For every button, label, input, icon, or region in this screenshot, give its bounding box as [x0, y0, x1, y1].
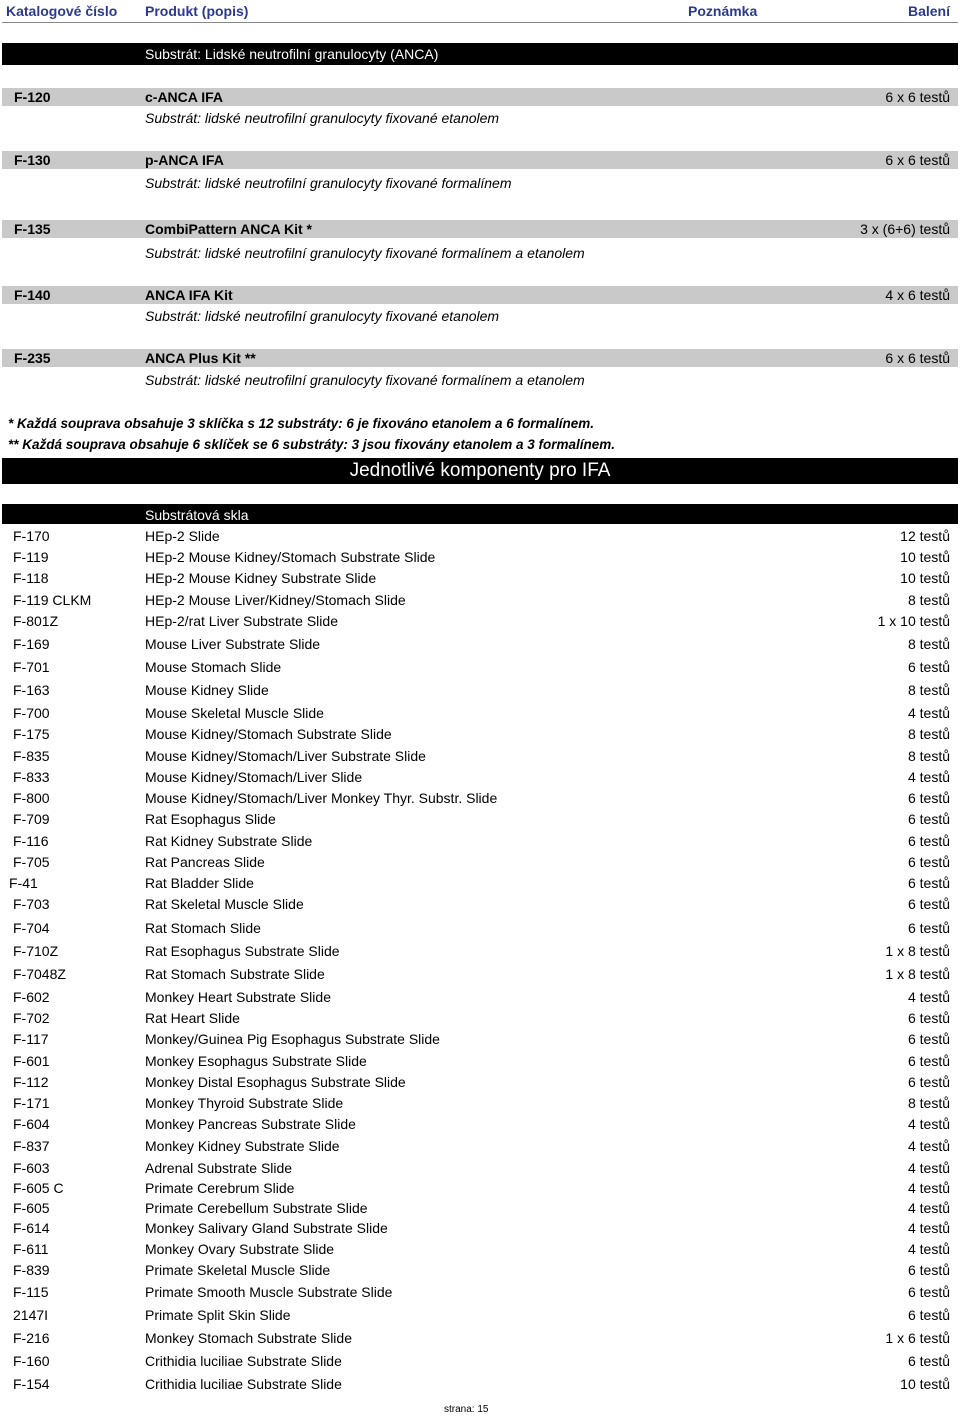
- component-code: F-704: [13, 920, 50, 936]
- component-code: F-800: [13, 790, 50, 806]
- component-pack: 6 testů: [907, 1031, 950, 1047]
- component-name: Monkey Pancreas Substrate Slide: [145, 1116, 356, 1132]
- component-code: F-154: [13, 1376, 50, 1392]
- component-row: [0, 1031, 960, 1051]
- product-code: F-135: [14, 221, 51, 237]
- component-pack: 8 testů: [907, 636, 950, 652]
- component-name: Rat Stomach Slide: [145, 920, 261, 936]
- component-name: Crithidia luciliae Substrate Slide: [145, 1353, 342, 1369]
- component-row: [0, 875, 960, 895]
- component-pack: 4 testů: [907, 1200, 950, 1216]
- component-row: [0, 1330, 960, 1350]
- component-row: [0, 1284, 960, 1304]
- component-code: F-709: [13, 811, 50, 827]
- component-row: [0, 1160, 960, 1180]
- component-code: F-115: [13, 1284, 49, 1300]
- component-name: HEp-2/rat Liver Substrate Slide: [145, 613, 338, 629]
- component-code: F-700: [13, 705, 50, 721]
- components-title-bar: [2, 458, 958, 484]
- component-name: HEp-2 Mouse Kidney/Stomach Substrate Slide: [145, 549, 436, 565]
- component-pack: 4 testů: [907, 1241, 950, 1257]
- component-code: F-702: [13, 1010, 50, 1026]
- component-pack: 4 testů: [907, 705, 950, 721]
- component-pack: 1 x 6 testů: [885, 1330, 950, 1346]
- component-pack: 6 testů: [907, 920, 950, 936]
- component-pack: 8 testů: [907, 726, 950, 742]
- component-code: F-605 C: [13, 1180, 64, 1196]
- component-pack: 6 testů: [907, 1262, 950, 1278]
- product-substrate: Substrát: lidské neutrofilní granulocyty fixované etanolem: [145, 110, 500, 126]
- component-name: Mouse Kidney/Stomach/Liver Monkey Thyr. Substr. Slide: [145, 790, 498, 806]
- component-code: F-705: [13, 854, 50, 870]
- product-name: CombiPattern ANCA Kit *: [145, 221, 312, 237]
- component-code: F-171: [13, 1095, 50, 1111]
- component-code: F-611: [13, 1241, 49, 1257]
- product-pack: 4 x 6 testů: [885, 287, 950, 303]
- product-name: ANCA IFA Kit: [145, 287, 233, 303]
- component-name: Primate Smooth Muscle Substrate Slide: [145, 1284, 393, 1300]
- component-row: [0, 920, 960, 940]
- component-code: F-835: [13, 748, 50, 764]
- component-name: Crithidia luciliae Substrate Slide: [145, 1376, 342, 1392]
- component-row: [0, 1180, 960, 1200]
- component-code: F-605: [13, 1200, 50, 1216]
- component-name: Mouse Kidney/Stomach/Liver Substrate Slide: [145, 748, 426, 764]
- component-pack: 4 testů: [907, 1138, 950, 1154]
- component-name: Rat Bladder Slide: [145, 875, 254, 891]
- page-number: strana: 15: [444, 1404, 489, 1415]
- component-code: F-117: [13, 1031, 49, 1047]
- product-row: [2, 151, 958, 169]
- component-name: HEp-2 Mouse Liver/Kidney/Stomach Slide: [145, 592, 406, 608]
- component-code: F-614: [13, 1220, 50, 1236]
- component-row: [0, 682, 960, 702]
- component-pack: 8 testů: [907, 592, 950, 608]
- component-name: Mouse Skeletal Muscle Slide: [145, 705, 324, 721]
- product-name: ANCA Plus Kit **: [145, 350, 256, 366]
- component-name: Rat Stomach Substrate Slide: [145, 966, 325, 982]
- component-pack: 6 testů: [907, 875, 950, 891]
- component-row: [0, 1138, 960, 1158]
- component-pack: 6 testů: [907, 790, 950, 806]
- component-pack: 6 testů: [907, 854, 950, 870]
- component-row: [0, 613, 960, 633]
- component-row: [0, 1053, 960, 1073]
- component-code: F-116: [13, 833, 49, 849]
- product-row: [2, 349, 958, 367]
- component-row: [0, 1200, 960, 1220]
- component-row: [0, 1353, 960, 1373]
- component-row: [0, 1220, 960, 1240]
- component-row: [0, 1074, 960, 1094]
- component-row: [0, 592, 960, 612]
- product-pack: 6 x 6 testů: [885, 89, 950, 105]
- product-code: F-235: [14, 350, 51, 366]
- component-name: Mouse Kidney/Stomach Substrate Slide: [145, 726, 392, 742]
- product-row: [2, 220, 958, 238]
- component-pack: 1 x 8 testů: [885, 943, 950, 959]
- section-title: Substrát: Lidské neutrofilní granulocyty (ANCA): [145, 46, 439, 62]
- component-name: HEp-2 Mouse Kidney Substrate Slide: [145, 570, 377, 586]
- component-pack: 6 testů: [907, 811, 950, 827]
- component-name: Mouse Liver Substrate Slide: [145, 636, 321, 652]
- product-substrate: Substrát: lidské neutrofilní granulocyty fixované formalínem a etanolem: [145, 245, 585, 261]
- component-row: [0, 528, 960, 548]
- component-pack: 6 testů: [907, 1307, 950, 1323]
- component-row: [0, 1241, 960, 1261]
- product-name: c-ANCA IFA: [145, 89, 224, 105]
- column-header: [0, 0, 960, 24]
- component-pack: 6 testů: [907, 1053, 950, 1069]
- component-code: F-175: [13, 726, 50, 742]
- component-row: [0, 989, 960, 1009]
- component-code: F-603: [13, 1160, 50, 1176]
- component-name: Mouse Stomach Slide: [145, 659, 282, 675]
- component-code: F-119 CLKM: [13, 592, 92, 608]
- component-pack: 6 testů: [907, 1074, 950, 1090]
- component-code: F-41: [9, 875, 38, 891]
- component-name: Mouse Kidney/Stomach/Liver Slide: [145, 769, 363, 785]
- component-code: F-170: [13, 528, 50, 544]
- component-row: [0, 549, 960, 569]
- component-row: [0, 966, 960, 986]
- product-row: [2, 88, 958, 106]
- component-pack: 6 testů: [907, 896, 950, 912]
- component-pack: 4 testů: [907, 989, 950, 1005]
- component-row: [0, 726, 960, 746]
- component-pack: 1 x 8 testů: [885, 966, 950, 982]
- component-code: F-169: [13, 636, 50, 652]
- component-row: [0, 1116, 960, 1136]
- component-code: F-703: [13, 896, 50, 912]
- product-code: F-140: [14, 287, 51, 303]
- footnote-double-star: ** Každá souprava obsahuje 6 sklíček se 6 substráty: 3 jsou fixovány etanolem a 3 formalínem.: [8, 437, 615, 452]
- component-name: Monkey Thyroid Substrate Slide: [145, 1095, 344, 1111]
- component-pack: 6 testů: [907, 1284, 950, 1300]
- component-pack: 10 testů: [900, 549, 950, 565]
- component-pack: 1 x 10 testů: [877, 613, 950, 629]
- component-pack: 4 testů: [907, 769, 950, 785]
- component-name: Primate Cerebellum Substrate Slide: [145, 1200, 368, 1216]
- component-code: F-839: [13, 1262, 50, 1278]
- component-code: F-7048Z: [13, 966, 66, 982]
- product-substrate: Substrát: lidské neutrofilní granulocyty fixované etanolem: [145, 308, 500, 324]
- component-pack: 8 testů: [907, 682, 950, 698]
- component-name: Rat Pancreas Slide: [145, 854, 265, 870]
- header-pack: Balení: [907, 3, 950, 19]
- component-row: [0, 748, 960, 768]
- component-name: Monkey Stomach Substrate Slide: [145, 1330, 352, 1346]
- component-pack: 4 testů: [907, 1180, 950, 1196]
- component-code: F-118: [13, 570, 49, 586]
- component-name: Primate Skeletal Muscle Slide: [145, 1262, 331, 1278]
- component-row: [0, 705, 960, 725]
- component-pack: 4 testů: [907, 1220, 950, 1236]
- product-code: F-120: [14, 89, 51, 105]
- component-code: F-601: [13, 1053, 50, 1069]
- component-row: [0, 659, 960, 679]
- header-catalog-number: Katalogové číslo: [6, 3, 118, 19]
- component-pack: 8 testů: [907, 1095, 950, 1111]
- header-product: Produkt (popis): [145, 3, 249, 19]
- component-row: [0, 790, 960, 810]
- component-pack: 10 testů: [900, 570, 950, 586]
- product-pack: 6 x 6 testů: [885, 152, 950, 168]
- component-name: Rat Kidney Substrate Slide: [145, 833, 313, 849]
- component-code: F-160: [13, 1353, 50, 1369]
- component-row: [0, 1010, 960, 1030]
- footnote-single-star: * Každá souprava obsahuje 3 sklíčka s 12 substráty: 6 je fixováno etanolem a 6 formalínem.: [8, 416, 594, 431]
- component-code: 2147I: [13, 1307, 49, 1323]
- component-pack: 6 testů: [907, 659, 950, 675]
- component-name: Monkey Esophagus Substrate Slide: [145, 1053, 367, 1069]
- component-name: HEp-2 Slide: [145, 528, 220, 544]
- product-substrate: Substrát: lidské neutrofilní granulocyty fixované formalínem a etanolem: [145, 372, 585, 388]
- component-row: [0, 943, 960, 963]
- component-code: F-216: [13, 1330, 50, 1346]
- component-name: Monkey Distal Esophagus Substrate Slide: [145, 1074, 406, 1090]
- component-row: [0, 636, 960, 656]
- component-name: Monkey Ovary Substrate Slide: [145, 1241, 335, 1257]
- product-pack: 6 x 6 testů: [885, 350, 950, 366]
- header-divider: [2, 22, 958, 23]
- header-note: Poznámka: [688, 3, 758, 19]
- product-substrate: Substrát: lidské neutrofilní granulocyty fixované formalínem: [145, 175, 512, 191]
- component-name: Monkey Kidney Substrate Slide: [145, 1138, 340, 1154]
- component-name: Monkey Salivary Gland Substrate Slide: [145, 1220, 388, 1236]
- product-name: p-ANCA IFA: [145, 152, 224, 168]
- component-pack: 6 testů: [907, 833, 950, 849]
- component-name: Rat Skeletal Muscle Slide: [145, 896, 304, 912]
- component-pack: 12 testů: [900, 528, 950, 544]
- component-name: Primate Cerebrum Slide: [145, 1180, 295, 1196]
- component-row: [0, 854, 960, 874]
- component-code: F-833: [13, 769, 50, 785]
- component-code: F-119: [13, 549, 49, 565]
- slides-title-bar: [2, 504, 958, 524]
- component-row: [0, 1307, 960, 1327]
- component-code: F-710Z: [13, 943, 59, 959]
- component-pack: 4 testů: [907, 1160, 950, 1176]
- component-pack: 10 testů: [900, 1376, 950, 1392]
- component-code: F-163: [13, 682, 50, 698]
- component-name: Monkey/Guinea Pig Esophagus Substrate Slide: [145, 1031, 440, 1047]
- component-name: Rat Esophagus Slide: [145, 811, 276, 827]
- component-code: F-602: [13, 989, 50, 1005]
- component-row: [0, 833, 960, 853]
- component-row: [0, 1095, 960, 1115]
- product-code: F-130: [14, 152, 51, 168]
- component-row: [0, 1262, 960, 1282]
- slides-title: Substrátová skla: [145, 507, 249, 523]
- component-name: Monkey Heart Substrate Slide: [145, 989, 331, 1005]
- component-pack: 8 testů: [907, 748, 950, 764]
- component-code: F-112: [13, 1074, 49, 1090]
- component-name: Primate Split Skin Slide: [145, 1307, 291, 1323]
- component-pack: 6 testů: [907, 1353, 950, 1369]
- components-title: Jednotlivé komponenty pro IFA: [349, 460, 611, 481]
- component-code: F-801Z: [13, 613, 59, 629]
- component-row: [0, 811, 960, 831]
- component-row: [0, 896, 960, 916]
- component-name: Adrenal Substrate Slide: [145, 1160, 293, 1176]
- component-row: [0, 1376, 960, 1396]
- product-row: [2, 286, 958, 304]
- section-title-bar: [2, 43, 958, 65]
- component-pack: 6 testů: [907, 1010, 950, 1026]
- product-pack: 3 x (6+6) testů: [860, 221, 950, 237]
- component-row: [0, 769, 960, 789]
- component-code: F-701: [13, 659, 50, 675]
- component-code: F-604: [13, 1116, 50, 1132]
- component-name: Rat Heart Slide: [145, 1010, 240, 1026]
- component-pack: 4 testů: [907, 1116, 950, 1132]
- component-name: Mouse Kidney Slide: [145, 682, 269, 698]
- component-row: [0, 570, 960, 590]
- component-name: Rat Esophagus Substrate Slide: [145, 943, 340, 959]
- component-code: F-837: [13, 1138, 50, 1154]
